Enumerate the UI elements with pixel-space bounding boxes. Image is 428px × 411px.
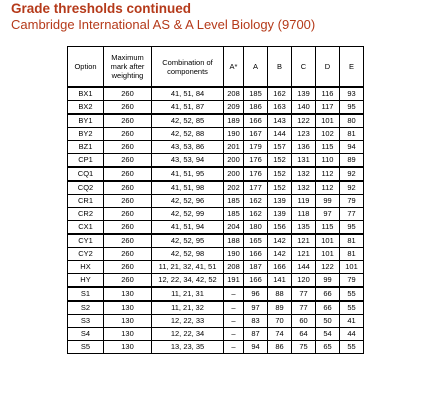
maximum-mark-cell: 260 [104, 208, 152, 221]
grade-a-star-cell: 204 [224, 221, 244, 235]
grade-b-cell: 88 [268, 287, 292, 301]
table-row [68, 101, 364, 115]
maximum-mark-cell: 130 [104, 328, 152, 341]
grade-a-star-cell: 200 [224, 167, 244, 181]
grade-d-cell: 65 [316, 341, 340, 354]
header-grade-a: A [244, 47, 268, 88]
table-row [68, 315, 364, 328]
grade-a-star-cell: – [224, 301, 244, 315]
header-row [68, 47, 364, 88]
grade-e-cell: 55 [340, 341, 364, 354]
grade-d-cell: 112 [316, 181, 340, 195]
table-row [68, 221, 364, 235]
grade-a-cell: 94 [244, 341, 268, 354]
header-combination: Combination of components [152, 47, 224, 88]
grade-d-cell: 66 [316, 301, 340, 315]
header-grade-b: B [268, 47, 292, 88]
grade-a-star-cell: – [224, 341, 244, 354]
combination-cell: 11, 21, 31 [152, 287, 224, 301]
page-title: Grade thresholds continued [11, 1, 192, 16]
option-cell: S5 [68, 341, 104, 354]
maximum-mark-cell: 260 [104, 248, 152, 261]
grade-a-star-cell: 191 [224, 274, 244, 288]
maximum-mark-cell: 260 [104, 181, 152, 195]
combination-cell: 42, 52, 85 [152, 114, 224, 128]
option-cell: S2 [68, 301, 104, 315]
grade-c-cell: 132 [292, 167, 316, 181]
header-grade-a-star: A* [224, 47, 244, 88]
grade-a-star-cell: 190 [224, 248, 244, 261]
option-cell: CP1 [68, 154, 104, 168]
grade-a-cell: 187 [244, 261, 268, 274]
option-cell: CY2 [68, 248, 104, 261]
grade-a-star-cell: 200 [224, 154, 244, 168]
header-option: Option [68, 47, 104, 88]
maximum-mark-cell: 130 [104, 341, 152, 354]
maximum-mark-cell: 260 [104, 167, 152, 181]
grade-e-cell: 93 [340, 87, 364, 101]
combination-cell: 41, 51, 98 [152, 181, 224, 195]
page-subtitle: Cambridge International AS & A Level Biology (9700) [11, 17, 316, 32]
grade-c-cell: 77 [292, 301, 316, 315]
grade-e-cell: 95 [340, 221, 364, 235]
grade-b-cell: 89 [268, 301, 292, 315]
grade-a-star-cell: 209 [224, 101, 244, 115]
option-cell: HX [68, 261, 104, 274]
maximum-mark-cell: 260 [104, 261, 152, 274]
option-cell: CY1 [68, 234, 104, 248]
option-cell: CQ2 [68, 181, 104, 195]
grade-d-cell: 50 [316, 315, 340, 328]
combination-cell: 11, 21, 32 [152, 301, 224, 315]
grade-c-cell: 120 [292, 274, 316, 288]
grade-d-cell: 97 [316, 208, 340, 221]
grade-e-cell: 81 [340, 128, 364, 141]
grade-d-cell: 102 [316, 128, 340, 141]
grade-a-cell: 166 [244, 274, 268, 288]
grade-e-cell: 80 [340, 114, 364, 128]
grade-c-cell: 118 [292, 208, 316, 221]
combination-cell: 41, 51, 95 [152, 167, 224, 181]
combination-cell: 42, 52, 98 [152, 248, 224, 261]
table-row [68, 128, 364, 141]
grade-d-cell: 115 [316, 141, 340, 154]
grade-c-cell: 135 [292, 221, 316, 235]
maximum-mark-cell: 260 [104, 154, 152, 168]
maximum-mark-cell: 130 [104, 287, 152, 301]
grade-e-cell: 41 [340, 315, 364, 328]
grade-b-cell: 157 [268, 141, 292, 154]
table-row [68, 87, 364, 101]
grade-e-cell: 77 [340, 208, 364, 221]
grade-b-cell: 139 [268, 208, 292, 221]
grade-a-cell: 176 [244, 154, 268, 168]
grade-d-cell: 54 [316, 328, 340, 341]
maximum-mark-cell: 260 [104, 274, 152, 288]
option-cell: CR1 [68, 195, 104, 208]
grade-a-cell: 83 [244, 315, 268, 328]
grade-a-cell: 96 [244, 287, 268, 301]
grade-c-cell: 132 [292, 181, 316, 195]
grade-a-cell: 177 [244, 181, 268, 195]
table-row [68, 195, 364, 208]
option-cell: CR2 [68, 208, 104, 221]
table-row [68, 301, 364, 315]
grade-e-cell: 89 [340, 154, 364, 168]
grade-e-cell: 79 [340, 195, 364, 208]
grade-a-cell: 87 [244, 328, 268, 341]
grade-b-cell: 70 [268, 315, 292, 328]
grade-b-cell: 162 [268, 87, 292, 101]
grade-a-star-cell: 190 [224, 128, 244, 141]
combination-cell: 42, 52, 88 [152, 128, 224, 141]
grade-e-cell: 81 [340, 248, 364, 261]
grade-b-cell: 156 [268, 221, 292, 235]
grade-d-cell: 117 [316, 101, 340, 115]
grade-a-star-cell: – [224, 315, 244, 328]
grade-d-cell: 122 [316, 261, 340, 274]
grade-a-star-cell: 208 [224, 87, 244, 101]
grade-b-cell: 139 [268, 195, 292, 208]
table-row [68, 181, 364, 195]
grade-a-star-cell: 201 [224, 141, 244, 154]
grade-e-cell: 94 [340, 141, 364, 154]
combination-cell: 11, 21, 32, 41, 51 [152, 261, 224, 274]
grade-d-cell: 66 [316, 287, 340, 301]
grade-e-cell: 44 [340, 328, 364, 341]
grade-b-cell: 152 [268, 167, 292, 181]
combination-cell: 12, 22, 34, 42, 52 [152, 274, 224, 288]
grade-a-star-cell: 185 [224, 195, 244, 208]
option-cell: HY [68, 274, 104, 288]
grade-a-cell: 165 [244, 234, 268, 248]
maximum-mark-cell: 260 [104, 141, 152, 154]
table-row [68, 208, 364, 221]
grade-b-cell: 143 [268, 114, 292, 128]
grade-e-cell: 55 [340, 287, 364, 301]
maximum-mark-cell: 260 [104, 195, 152, 208]
grade-b-cell: 152 [268, 181, 292, 195]
grade-c-cell: 122 [292, 114, 316, 128]
grade-d-cell: 112 [316, 167, 340, 181]
grade-d-cell: 110 [316, 154, 340, 168]
maximum-mark-cell: 130 [104, 301, 152, 315]
grade-a-cell: 176 [244, 167, 268, 181]
grade-d-cell: 99 [316, 274, 340, 288]
grade-a-star-cell: 189 [224, 114, 244, 128]
grade-c-cell: 139 [292, 87, 316, 101]
grade-c-cell: 75 [292, 341, 316, 354]
combination-cell: 12, 22, 33 [152, 315, 224, 328]
table-row [68, 287, 364, 301]
combination-cell: 42, 52, 96 [152, 195, 224, 208]
option-cell: BX1 [68, 87, 104, 101]
grade-b-cell: 141 [268, 274, 292, 288]
option-cell: S3 [68, 315, 104, 328]
maximum-mark-cell: 260 [104, 221, 152, 235]
grade-b-cell: 163 [268, 101, 292, 115]
grade-d-cell: 115 [316, 221, 340, 235]
header-maximum-mark: Maximum mark after weighting [104, 47, 152, 88]
grade-c-cell: 60 [292, 315, 316, 328]
header-grade-d: D [316, 47, 340, 88]
grade-c-cell: 119 [292, 195, 316, 208]
grade-a-cell: 180 [244, 221, 268, 235]
maximum-mark-cell: 130 [104, 315, 152, 328]
grade-a-cell: 185 [244, 87, 268, 101]
grade-e-cell: 81 [340, 234, 364, 248]
grade-e-cell: 101 [340, 261, 364, 274]
combination-cell: 12, 22, 34 [152, 328, 224, 341]
grade-thresholds-table [67, 46, 364, 354]
grade-c-cell: 64 [292, 328, 316, 341]
maximum-mark-cell: 260 [104, 101, 152, 115]
grade-c-cell: 140 [292, 101, 316, 115]
maximum-mark-cell: 260 [104, 128, 152, 141]
grade-e-cell: 92 [340, 167, 364, 181]
grade-e-cell: 79 [340, 274, 364, 288]
maximum-mark-cell: 260 [104, 234, 152, 248]
table-row [68, 341, 364, 354]
combination-cell: 41, 51, 87 [152, 101, 224, 115]
option-cell: BZ1 [68, 141, 104, 154]
grade-b-cell: 74 [268, 328, 292, 341]
grade-c-cell: 123 [292, 128, 316, 141]
grade-b-cell: 86 [268, 341, 292, 354]
grade-d-cell: 116 [316, 87, 340, 101]
grade-a-star-cell: 185 [224, 208, 244, 221]
grade-c-cell: 121 [292, 234, 316, 248]
grade-a-cell: 179 [244, 141, 268, 154]
option-cell: S1 [68, 287, 104, 301]
grade-a-star-cell: 188 [224, 234, 244, 248]
option-cell: BX2 [68, 101, 104, 115]
grade-e-cell: 95 [340, 101, 364, 115]
grade-d-cell: 101 [316, 248, 340, 261]
grade-d-cell: 101 [316, 234, 340, 248]
table-row [68, 261, 364, 274]
grade-a-star-cell: 202 [224, 181, 244, 195]
grade-a-cell: 162 [244, 195, 268, 208]
grade-e-cell: 55 [340, 301, 364, 315]
table-row [68, 328, 364, 341]
maximum-mark-cell: 260 [104, 114, 152, 128]
combination-cell: 43, 53, 86 [152, 141, 224, 154]
combination-cell: 41, 51, 84 [152, 87, 224, 101]
table-row [68, 234, 364, 248]
grade-d-cell: 99 [316, 195, 340, 208]
header-grade-c: C [292, 47, 316, 88]
grade-b-cell: 152 [268, 154, 292, 168]
grade-a-star-cell: – [224, 328, 244, 341]
grade-e-cell: 92 [340, 181, 364, 195]
table-row [68, 167, 364, 181]
grade-b-cell: 142 [268, 248, 292, 261]
option-cell: S4 [68, 328, 104, 341]
grade-a-star-cell: 208 [224, 261, 244, 274]
grade-c-cell: 121 [292, 248, 316, 261]
grade-a-cell: 97 [244, 301, 268, 315]
table-row [68, 274, 364, 288]
combination-cell: 41, 51, 94 [152, 221, 224, 235]
combination-cell: 43, 53, 94 [152, 154, 224, 168]
maximum-mark-cell: 260 [104, 87, 152, 101]
table-row [68, 141, 364, 154]
option-cell: BY1 [68, 114, 104, 128]
grade-a-cell: 167 [244, 128, 268, 141]
grade-a-cell: 162 [244, 208, 268, 221]
grade-a-star-cell: – [224, 287, 244, 301]
table-row [68, 248, 364, 261]
table-row [68, 114, 364, 128]
grade-b-cell: 166 [268, 261, 292, 274]
grade-a-cell: 186 [244, 101, 268, 115]
grade-a-cell: 166 [244, 248, 268, 261]
combination-cell: 13, 23, 35 [152, 341, 224, 354]
grade-c-cell: 77 [292, 287, 316, 301]
table-row [68, 154, 364, 168]
grade-c-cell: 131 [292, 154, 316, 168]
header-grade-e: E [340, 47, 364, 88]
option-cell: CX1 [68, 221, 104, 235]
option-cell: BY2 [68, 128, 104, 141]
grade-d-cell: 101 [316, 114, 340, 128]
option-cell: CQ1 [68, 167, 104, 181]
grade-c-cell: 136 [292, 141, 316, 154]
grade-b-cell: 142 [268, 234, 292, 248]
grade-c-cell: 144 [292, 261, 316, 274]
grade-a-cell: 166 [244, 114, 268, 128]
combination-cell: 42, 52, 99 [152, 208, 224, 221]
combination-cell: 42, 52, 95 [152, 234, 224, 248]
grade-b-cell: 144 [268, 128, 292, 141]
